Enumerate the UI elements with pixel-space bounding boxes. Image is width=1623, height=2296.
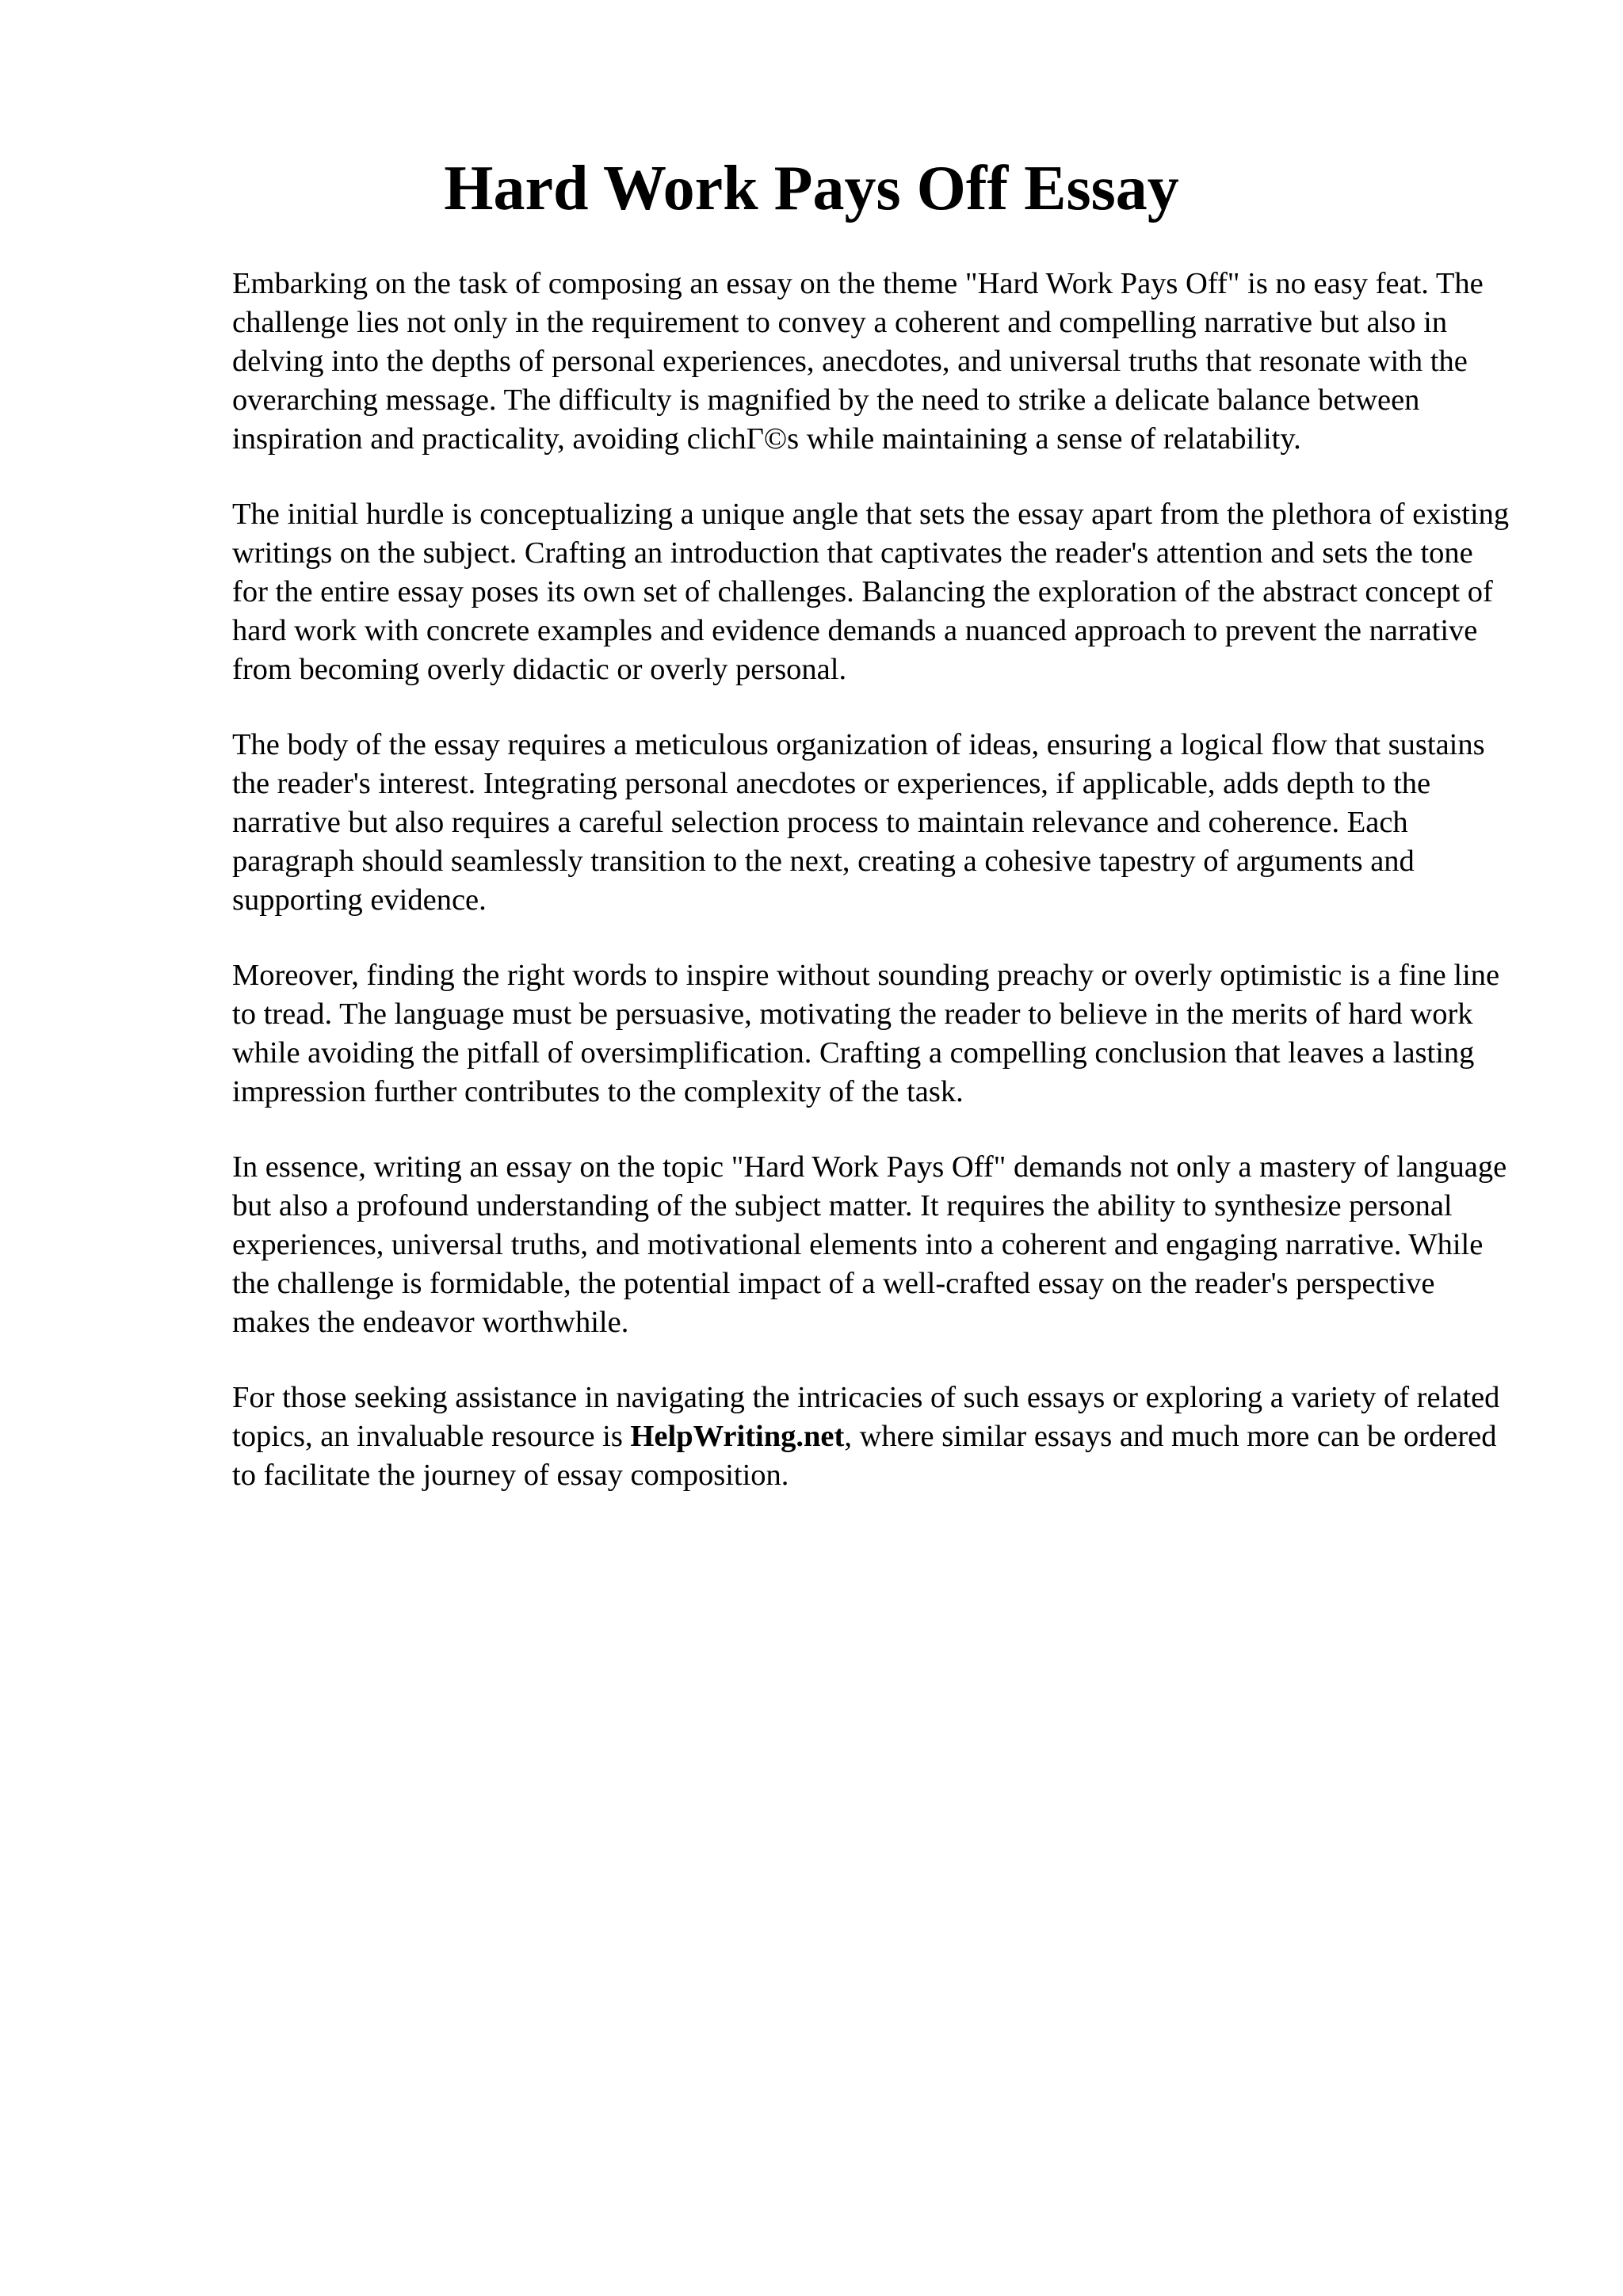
paragraph-4: Moreover, finding the right words to inspire without sounding preachy or overly optimistic is a fine line to tread. The language must be persuasive, motivating the reader to believe in the merits of hard work while avoiding the pitfall of oversimplification. Crafting a compelling conclusion that leaves a lasting impression further contributes to the complexity of the task.: [232, 959, 1500, 1108]
paragraph-5: In essence, writing an essay on the topic "Hard Work Pays Off" demands not only a mastery of language but also a profound understanding of the subject matter. It requires the ability to synthesize personal experiences, universal truths, and motivational elements into a coherent and engaging narrative. While the challenge is formidable, the potential impact of a well-crafted essay on the reader's perspective makes the endeavor worthwhile.: [232, 1150, 1507, 1339]
closing-paragraph: [232, 1379, 1516, 1495]
paragraph-3: The body of the essay requires a meticulous organization of ideas, ensuring a logical flow that sustains the reader's interest. Integrating personal anecdotes or experiences, if applicable, adds depth to the narrative but also requires a careful selection process to maintain relevance and coherence. Each paragraph should seamlessly transition to the next, creating a cohesive tapestry of arguments and supporting evidence.: [232, 728, 1485, 917]
paragraph-2: The initial hurdle is conceptualizing a unique angle that sets the essay apart from the plethora of existing writings on the subject. Crafting an introduction that captivates the reader's attention and sets the tone for the entire essay poses its own set of challenges. Balancing the exploration of the abstract concept of hard work with concrete examples and evidence demands a nuanced approach to prevent the narrative from becoming overly didactic or overly personal.: [232, 498, 1510, 686]
helpwriting-link[interactable]: HelpWriting.net: [630, 1420, 845, 1453]
closing-text-after: , where similar essays and much more can be ordered to facilitate the journey of essay composition.: [232, 1420, 1497, 1492]
paragraph-1: Embarking on the task of composing an essay on the theme "Hard Work Pays Off" is no easy feat. The challenge lies not only in the requirement to convey a coherent and compelling narrative but also in delving into the depths of personal experiences, anecdotes, and universal truths that resonate with the overarching message. The difficulty is magnified by the need to strike a delicate balance between inspiration and practicality, avoiding clichΓ©s while maintaining a sense of relatability.: [232, 267, 1484, 456]
essay-body: [232, 265, 1516, 1531]
page-title: Hard Work Pays Off Essay: [444, 154, 1179, 223]
closing-text-before: For those seeking assistance in navigating the intricacies of such essays or exploring a variety of related topics, an invaluable resource is: [232, 1381, 1500, 1453]
